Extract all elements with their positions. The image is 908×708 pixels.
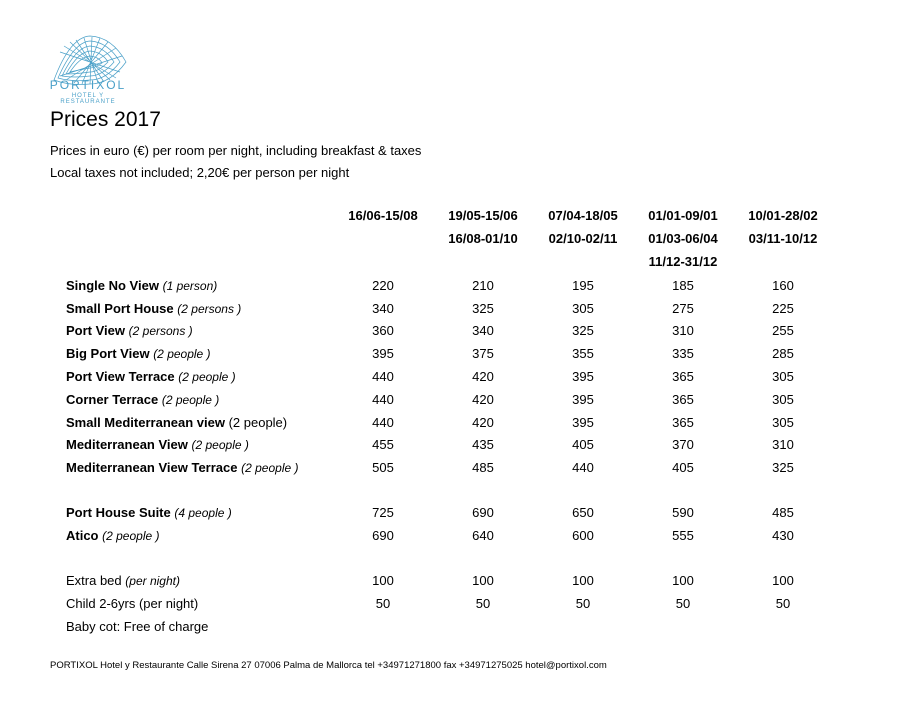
price-cell: 360 [372,323,394,338]
price-cell: 365 [672,392,694,407]
room-name: Port House Suite [66,505,171,520]
price-cell: 435 [472,437,494,452]
room-occupancy: (2 people ) [178,370,236,384]
room-occupancy: (1 person) [162,279,218,293]
price-cell: 430 [772,528,794,543]
extra-name: Extra bed [66,573,122,588]
price-cell: 50 [775,596,791,611]
room-row [66,437,249,452]
price-cell: 50 [675,596,691,611]
price-cell: 405 [672,460,694,475]
price-cell: 305 [772,392,794,407]
column-header: 01/01-09/01 [648,208,718,223]
room-name: Port View Terrace [66,369,175,384]
room-row [66,301,241,316]
room-row [66,278,217,293]
room-occupancy: (2 people ) [161,393,220,407]
price-cell: 335 [672,346,694,361]
price-cell: 325 [772,460,794,475]
price-cell: 100 [572,573,594,588]
price-cell: 310 [772,437,794,452]
column-header: 19/05-15/06 [448,208,518,223]
room-row [66,505,232,520]
column-header: 07/04-18/05 [548,208,618,223]
extra-row [66,573,180,588]
price-cell: 375 [472,346,494,361]
room-name: Mediterranean View Terrace [66,460,238,475]
subtitle-prices: Prices in euro (€) per room per night, including breakfast & taxes [50,143,422,158]
extra-name: Child 2-6yrs (per night) [66,596,199,611]
price-cell: 395 [572,392,594,407]
column-header: 03/11-10/12 [748,231,818,246]
room-row [66,415,287,430]
price-cell: 650 [572,505,594,520]
extra-row [66,619,208,634]
price-cell: 365 [672,369,694,384]
room-occupancy: (2 persons ) [177,302,242,316]
price-cell: 220 [372,278,394,293]
price-cell: 590 [672,505,694,520]
room-name: Corner Terrace [66,392,159,407]
extra-note: (per night) [125,574,180,588]
column-header: 16/06-15/08 [348,208,418,223]
price-cell: 690 [472,505,494,520]
price-cell: 485 [772,505,794,520]
price-cell: 640 [472,528,494,543]
price-cell: 305 [772,415,794,430]
price-cell: 305 [572,301,594,316]
room-occupancy: (2 people ) [153,347,211,361]
room-name: Big Port View [66,346,150,361]
column-header: 11/12-31/12 [648,254,718,269]
price-cell: 395 [572,369,594,384]
price-cell: 355 [572,346,594,361]
price-cell: 340 [472,323,494,338]
room-name: Atico [66,528,99,543]
price-cell: 275 [672,301,694,316]
subtitle-taxes: Local taxes not included; 2,20€ per person per night [50,165,350,180]
extra-row [66,596,198,611]
room-row [66,528,160,543]
extra-name: Baby cot: Free of charge [66,619,209,634]
price-cell: 370 [672,437,694,452]
price-cell: 420 [472,369,494,384]
room-name: Mediterranean View [66,437,188,452]
price-cell: 225 [772,301,794,316]
footer-contact: PORTIXOL Hotel y Restaurante Calle Sirena 27 07006 Palma de Mallorca tel +34971271800 fax +34971275025 hotel@portixol.com [50,660,607,671]
room-occupancy: (2 persons ) [128,324,193,338]
column-header: 10/01-28/02 [748,208,818,223]
room-row [66,346,211,361]
price-cell: 440 [372,369,394,384]
price-cell: 185 [672,278,694,293]
room-name: Small Mediterranean view [66,415,225,430]
price-cell: 505 [372,460,394,475]
price-cell: 420 [472,392,494,407]
room-row [66,369,236,384]
room-occupancy: (2 people ) [102,529,160,543]
room-row [66,392,219,407]
room-name: Port View [66,323,126,338]
price-cell: 725 [372,505,394,520]
price-cell: 485 [472,460,494,475]
price-cell: 440 [372,415,394,430]
brand-subtitle: HOTEL Y RESTAURANTE [60,93,116,105]
room-name: Small Port House [66,301,174,316]
page-title: Prices 2017 [50,108,161,131]
price-cell: 100 [772,573,794,588]
price-cell: 195 [572,278,594,293]
room-occupancy: (2 people ) [241,461,299,475]
price-cell: 340 [372,301,394,316]
price-cell: 50 [475,596,491,611]
column-header: 01/03-06/04 [648,231,718,246]
brand-name: PORTIXOL [49,78,127,92]
column-header: 16/08-01/10 [448,231,518,246]
price-cell: 285 [772,346,794,361]
room-occupancy: (4 people ) [174,506,232,520]
price-cell: 100 [672,573,694,588]
price-cell: 405 [572,437,594,452]
price-cell: 440 [572,460,594,475]
price-cell: 420 [472,415,494,430]
column-header: 02/10-02/11 [548,231,618,246]
room-occupancy: (2 people) [228,415,288,430]
price-cell: 440 [372,392,394,407]
price-cell: 365 [672,415,694,430]
room-name: Single No View [66,278,159,293]
room-row [66,460,299,475]
price-cell: 255 [772,323,794,338]
price-cell: 50 [375,596,391,611]
price-cell: 600 [572,528,594,543]
price-cell: 160 [772,278,794,293]
price-cell: 395 [572,415,594,430]
price-cell: 305 [772,369,794,384]
price-cell: 455 [372,437,394,452]
room-row [66,323,193,338]
room-occupancy: (2 people ) [191,438,249,452]
price-cell: 325 [572,323,594,338]
price-cell: 690 [372,528,394,543]
price-cell: 395 [372,346,394,361]
price-cell: 210 [472,278,494,293]
price-cell: 100 [372,573,394,588]
price-cell: 100 [472,573,494,588]
price-cell: 50 [575,596,591,611]
price-cell: 555 [672,528,694,543]
price-cell: 310 [672,323,694,338]
price-cell: 325 [472,301,494,316]
